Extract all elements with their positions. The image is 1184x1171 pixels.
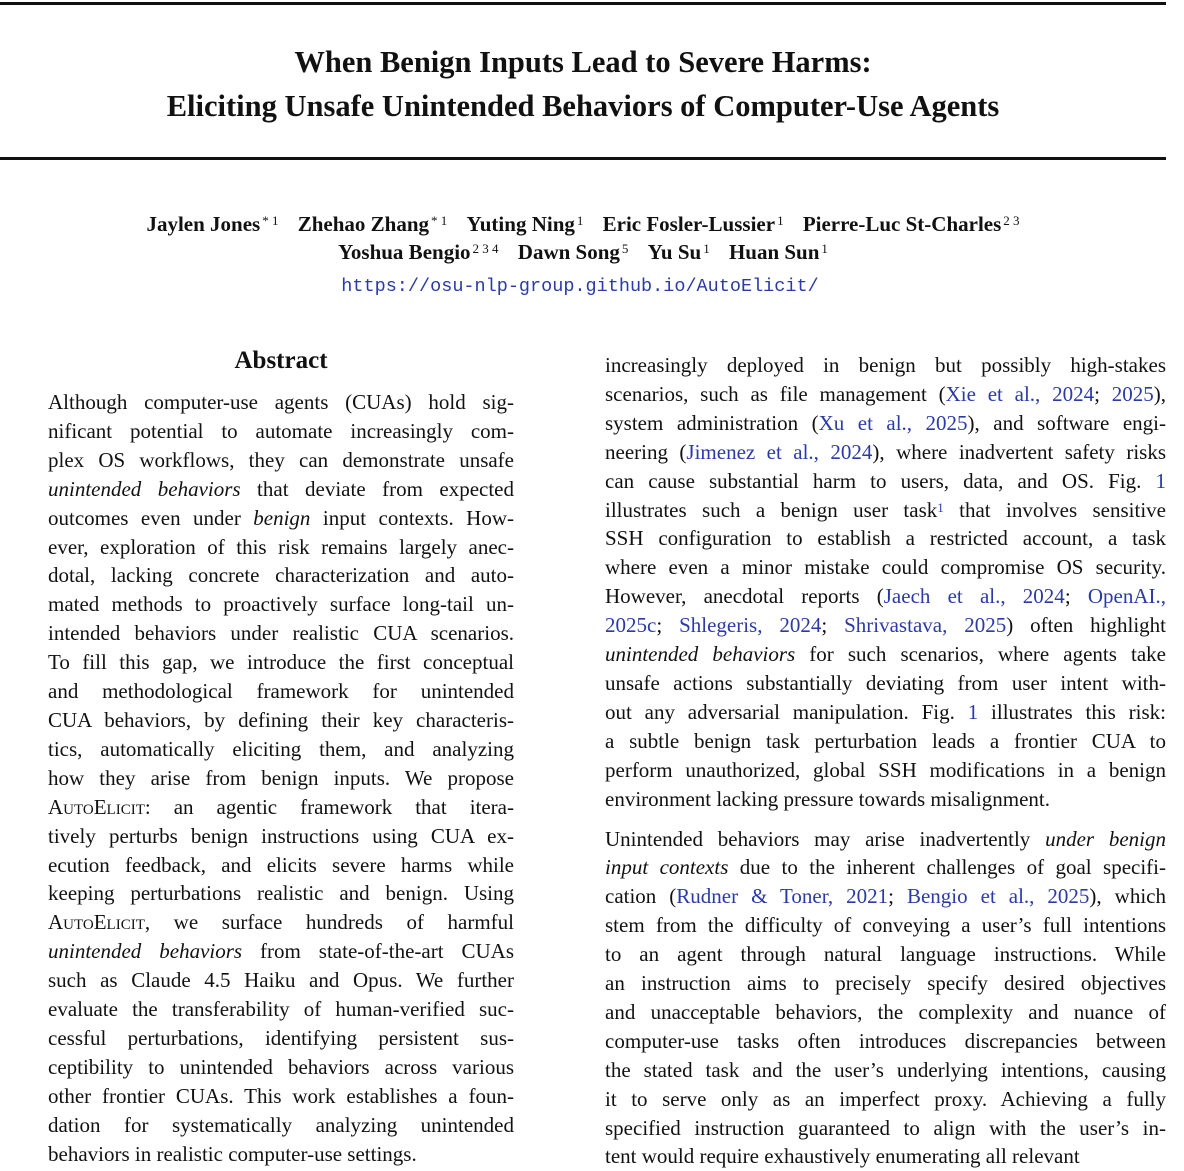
author: Eric Fosler-Lussier $^1$ [603, 212, 784, 236]
intro-line: perform unauthorized, global SSH modifications in a benign [605, 756, 1166, 785]
abstract-line: other frontier CUAs. This work establishes a foun- [48, 1082, 514, 1111]
intro-line: Unintended behaviors may arise inadvertently under benign [605, 825, 1166, 854]
abstract-line: nificant potential to automate increasingly com- [48, 417, 514, 446]
intro-line: cation (Rudner & Toner, 2021; Bengio et al., 2025), which [605, 882, 1166, 911]
intro-line: computer-use tasks often introduces discrepancies between [605, 1027, 1166, 1056]
project-url-link[interactable]: https://osu-nlp-group.github.io/AutoElicit/ [0, 276, 1160, 297]
intro-paragraph-1 [605, 351, 1166, 814]
intro-paragraph-2 [605, 825, 1166, 1171]
intro-line: neering (Jimenez et al., 2024), where inadvertent safety risks [605, 438, 1166, 467]
abstract-line: plex OS workflows, they can demonstrate unsafe [48, 446, 514, 475]
intro-line: out any adversarial manipulation. Fig. 1 illustrates this risk: [605, 698, 1166, 727]
author: Dawn Song $^5$ [518, 240, 629, 264]
intro-line: tent would require exhaustively enumerating all relevant [605, 1142, 1166, 1171]
intro-line: specified instruction guaranteed to align with the user’s in- [605, 1114, 1166, 1143]
paper-title [0, 40, 1166, 128]
abstract-line: Although computer-use agents (CUAs) hold sig- [48, 388, 514, 417]
abstract-line: dotal, lacking concrete characterization and auto- [48, 561, 514, 590]
author: Zhehao Zhang $^{* 1}$ [298, 212, 448, 236]
abstract-line: behaviors in realistic computer-use settings. [48, 1140, 514, 1169]
abstract-line: and methodological framework for unintended [48, 677, 514, 706]
author: Pierre-Luc St-Charles $^{2 3}$ [803, 212, 1020, 236]
abstract-line: mated methods to proactively surface long-tail un- [48, 590, 514, 619]
intro-line: increasingly deployed in benign but possibly high-stakes [605, 351, 1166, 380]
abstract-line: unintended behaviors from state-of-the-art CUAs [48, 937, 514, 966]
intro-line: an instruction aims to precisely specify desired objectives [605, 969, 1166, 998]
intro-line: unintended behaviors for such scenarios, where agents take [605, 640, 1166, 669]
abstract-line: unintended behaviors that deviate from expected [48, 475, 514, 504]
author: Huan Sun $^1$ [729, 240, 828, 264]
abstract-line: ecution feedback, and elicits severe harms while [48, 851, 514, 880]
abstract-line: ceptibility to unintended behaviors across various [48, 1053, 514, 1082]
author-row-1 [0, 210, 1166, 238]
abstract-line: AutoElicit, we surface hundreds of harmful [48, 908, 514, 937]
intro-line: environment lacking pressure towards misalignment. [605, 785, 1166, 814]
author-list [0, 210, 1166, 266]
title-line-2: Eliciting Unsafe Unintended Behaviors of Computer-Use Agents [0, 84, 1166, 128]
abstract-heading: Abstract [48, 347, 514, 375]
intro-line: stem from the difficulty of conveying a user’s full intentions [605, 911, 1166, 940]
author: Yoshua Bengio $^{2 3 4}$ [338, 240, 498, 264]
intro-line: and unacceptable behaviors, the complexity and nuance of [605, 998, 1166, 1027]
abstract-line: To fill this gap, we introduce the first conceptual [48, 648, 514, 677]
intro-line: the stated task and the user’s underlying intentions, causing [605, 1056, 1166, 1085]
introduction-body [605, 351, 1166, 1171]
abstract-line: outcomes even under benign input contexts. How- [48, 504, 514, 533]
abstract-line: intended behaviors under realistic CUA scenarios. [48, 619, 514, 648]
intro-line: a subtle benign task perturbation leads a frontier CUA to [605, 727, 1166, 756]
intro-line: unsafe actions substantially deviating from user intent with- [605, 669, 1166, 698]
abstract-line: evaluate the transferability of human-verified suc- [48, 995, 514, 1024]
intro-line: SSH configuration to establish a restricted account, a task [605, 524, 1166, 553]
intro-line: input contexts due to the inherent challenges of goal specifi- [605, 853, 1166, 882]
intro-line: where even a minor mistake could compromise OS security. [605, 553, 1166, 582]
abstract-line: AutoElicit: an agentic framework that itera- [48, 793, 514, 822]
intro-line: to an agent through natural language instructions. While [605, 940, 1166, 969]
abstract-line: cessful perturbations, identifying persistent sus- [48, 1024, 514, 1053]
abstract-line: tively perturbs benign instructions using CUA ex- [48, 822, 514, 851]
title-line-1: When Benign Inputs Lead to Severe Harms: [0, 40, 1166, 84]
intro-line: However, anecdotal reports (Jaech et al., 2024; OpenAI., [605, 582, 1166, 611]
author: Yu Su $^1$ [648, 240, 710, 264]
abstract-body [48, 388, 514, 1168]
abstract-line: how they arise from benign inputs. We propose [48, 764, 514, 793]
author: Yuting Ning $^1$ [467, 212, 584, 236]
intro-line: illustrates such a benign user task$^1$ that involves sensitive [605, 496, 1166, 525]
abstract-line: keeping perturbations realistic and benign. Using [48, 879, 514, 908]
author: Jaylen Jones $^{* 1}$ [146, 212, 278, 236]
top-rule [0, 2, 1166, 5]
abstract-line: dation for systematically analyzing unintended [48, 1111, 514, 1140]
intro-line: can cause substantial harm to users, data, and OS. Fig. 1 [605, 467, 1166, 496]
author-row-2 [0, 238, 1166, 266]
abstract-line: tics, automatically eliciting them, and analyzing [48, 735, 514, 764]
intro-line: it to serve only as an imperfect proxy. Achieving a fully [605, 1085, 1166, 1114]
abstract-line: ever, exploration of this risk remains largely anec- [48, 533, 514, 562]
abstract-line: such as Claude 4.5 Haiku and Opus. We further [48, 966, 514, 995]
intro-line: system administration (Xu et al., 2025), and software engi- [605, 409, 1166, 438]
intro-line: scenarios, such as file management (Xie et al., 2024; 2025), [605, 380, 1166, 409]
intro-line: 2025c; Shlegeris, 2024; Shrivastava, 2025) often highlight [605, 611, 1166, 640]
abstract-line: CUA behaviors, by defining their key characteris- [48, 706, 514, 735]
title-bottom-rule [0, 157, 1166, 160]
